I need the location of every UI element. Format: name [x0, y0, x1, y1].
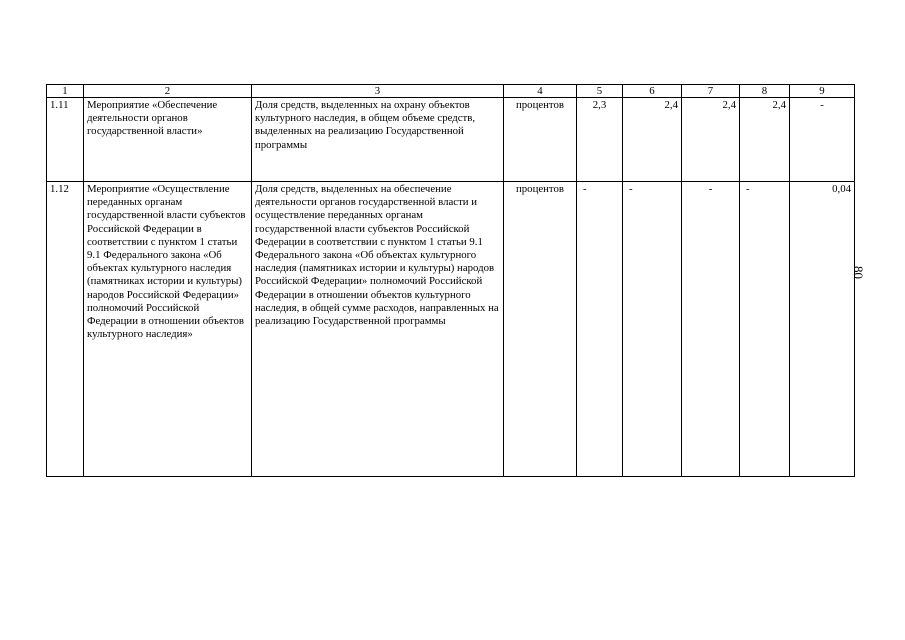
value-col7: 2,4	[682, 98, 740, 182]
value-col8: 2,4	[740, 98, 790, 182]
unit-cell: процентов	[504, 98, 577, 182]
unit-cell: процентов	[504, 182, 577, 477]
header-cell: 5	[577, 85, 623, 98]
table-row	[47, 98, 855, 182]
value-col9: -	[790, 98, 855, 182]
row-number: 1.12	[47, 182, 84, 477]
indicator-description: Доля средств, выделенных на охрану объектов культурного наследия, в общем объеме средств, выделенных на реализацию Государственной программы	[252, 98, 504, 182]
value-col7: -	[682, 182, 740, 477]
header-cell: 3	[252, 85, 504, 98]
event-name: Мероприятие «Осуществление переданных органам государственной власти субъектов Российской Федерации в соответствии с пунктом 1 статьи 9.1 Федерального закона «Об объектах культурного наследия (памятниках истории и культуры) народов Российской Федерации» полномочий Российской Федерации в отношении объектов культурного наследия»	[84, 182, 252, 477]
header-cell: 6	[623, 85, 682, 98]
page-number: 80	[851, 266, 866, 279]
value-col9: 0,04	[790, 182, 855, 477]
value-col8: -	[740, 182, 790, 477]
header-cell: 2	[84, 85, 252, 98]
header-cell: 8	[740, 85, 790, 98]
header-cell: 1	[47, 85, 84, 98]
value-col6: 2,4	[623, 98, 682, 182]
header-cell: 7	[682, 85, 740, 98]
event-name: Мероприятие «Обеспечение деятельности органов государственной власти»	[84, 98, 252, 182]
indicator-description: Доля средств, выделенных на обеспечение деятельности органов государственной власти и осуществление переданных органам государственной власти субъектов Российской Федерации в соответствии с пунктом 1 статьи 9.1 Федерального закона «Об объектах культурного наследия (памятниках истории и культуры) народов Российской Федерации» полномочий Российской Федерации в отношении объектов культурного наследия, в общей сумме расходов, направленных на реализацию Государственной программы	[252, 182, 504, 477]
value-col5: 2,3	[577, 98, 623, 182]
table-header-row	[47, 85, 855, 98]
header-cell: 4	[504, 85, 577, 98]
header-cell: 9	[790, 85, 855, 98]
value-col5: -	[577, 182, 623, 477]
table-row	[47, 182, 855, 477]
row-number: 1.11	[47, 98, 84, 182]
indicators-table	[46, 84, 855, 477]
value-col6: -	[623, 182, 682, 477]
